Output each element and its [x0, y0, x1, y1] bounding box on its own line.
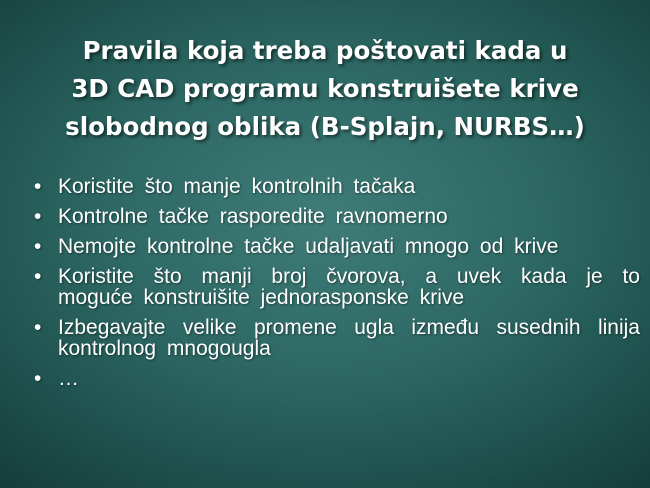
- bullet-item: [30, 236, 640, 257]
- bullet-item: [30, 266, 640, 308]
- bullet-dot-icon: •: [34, 235, 42, 258]
- bullet-text: Izbegavajte velike promene ugla između susednih linija kontrolnog mnogougla: [58, 316, 640, 360]
- bullet-dot-icon: •: [34, 265, 42, 288]
- bullet-dot-icon: •: [34, 316, 42, 339]
- bullet-dot-icon: •: [34, 367, 42, 390]
- bullet-item: [30, 368, 640, 389]
- slide-title: [20, 32, 630, 146]
- bullet-text: …: [58, 367, 79, 390]
- bullet-text: Koristite što manje kontrolnih tačaka: [58, 175, 416, 198]
- bullet-text: Koristite što manji broj čvorova, a uvek kada je to moguće konstruišite jednorasponske krive: [58, 265, 640, 309]
- bullet-list: [30, 176, 640, 398]
- bullet-item: [30, 176, 640, 197]
- title-line-3: slobodnog oblika (B-Splajn, NURBS…): [65, 112, 585, 141]
- bullet-item: [30, 317, 640, 359]
- bullet-text: Nemojte kontrolne tačke udaljavati mnogo od krive: [58, 235, 559, 258]
- title-line-1: Pravila koja treba poštovati kada u: [82, 36, 568, 65]
- title-line-2: 3D CAD programu konstruišete krive: [71, 74, 579, 103]
- bullet-item: [30, 206, 640, 227]
- bullet-text: Kontrolne tačke rasporedite ravnomerno: [58, 205, 448, 228]
- bullet-dot-icon: •: [34, 175, 42, 198]
- bullet-dot-icon: •: [34, 205, 42, 228]
